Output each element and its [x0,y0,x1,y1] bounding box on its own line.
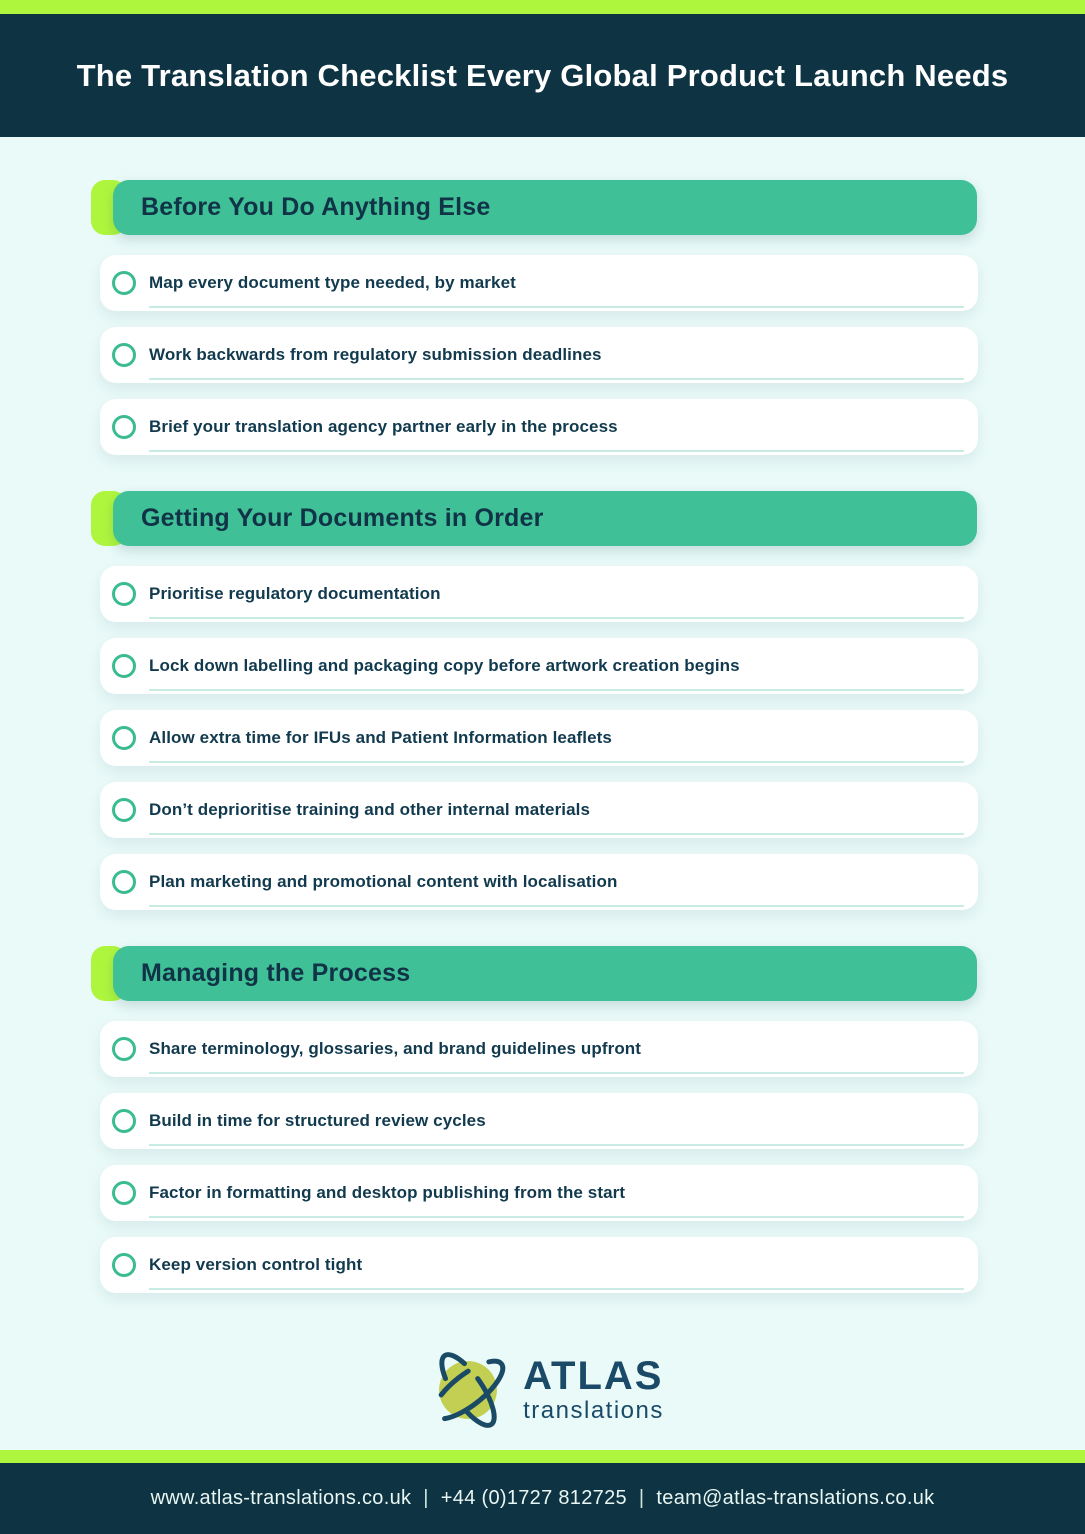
checklist-item [100,710,978,766]
checkbox-icon[interactable] [112,415,136,439]
section-header-before-you-do-anything [113,180,977,235]
checkbox-icon[interactable] [112,1253,136,1277]
checklist-item [100,638,978,694]
checklist-item-label: Brief your translation agency partner early in the process [149,417,618,436]
checklist-item [100,1237,978,1293]
item-underline [149,1216,964,1218]
section-title: Getting Your Documents in Order [141,504,544,532]
checkbox-icon[interactable] [112,726,136,750]
section-title: Managing the Process [141,959,411,987]
section-header-bar [113,946,977,1001]
checkbox-icon[interactable] [112,343,136,367]
logo-text [523,1353,664,1425]
item-underline [149,450,964,452]
checklist-item [100,255,978,311]
checklist-item [100,1021,978,1077]
checkbox-icon[interactable] [112,1181,136,1205]
page-title: The Translation Checklist Every Global Product Launch Needs [76,57,1009,93]
checkbox-icon[interactable] [112,798,136,822]
checklist-item [100,854,978,910]
checklist-item [100,566,978,622]
footer-website-link[interactable]: www.atlas-translations.co.uk [150,1487,412,1509]
footer-separator: | [423,1487,429,1509]
checkbox-icon[interactable] [112,1037,136,1061]
logo-subtext: translations [523,1396,664,1424]
section-header-bar [113,180,977,235]
item-underline [149,905,964,907]
checklist-item-label: Don’t deprioritise training and other internal materials [149,800,591,819]
checklist-item-label: Work backwards from regulatory submission deadlines [149,345,602,364]
checklist-item-label: Map every document type needed, by market [149,273,516,292]
item-underline [149,1144,964,1146]
checkbox-icon[interactable] [112,582,136,606]
checklist-item-label: Share terminology, glossaries, and brand guidelines upfront [149,1039,642,1058]
item-underline [149,689,964,691]
checklist-item-label: Factor in formatting and desktop publishing from the start [149,1183,626,1202]
footer-separator: | [638,1487,645,1509]
item-underline [149,617,964,619]
section-header-managing-the-process [113,946,977,1001]
checklist-item-label: Plan marketing and promotional content with localisation [149,872,618,891]
footer-email-link[interactable]: team@atlas-translations.co.uk [656,1487,935,1509]
checklist-item-label: Lock down labelling and packaging copy before artwork creation begins [149,656,740,675]
logo-wordmark: ATLAS [523,1353,664,1398]
section-header-bar [113,491,977,546]
item-underline [149,1288,964,1290]
checklist-item-label: Keep version control tight [149,1255,363,1274]
header-banner [0,14,1085,137]
checkbox-icon[interactable] [112,271,136,295]
section-header-getting-documents-in-order [113,491,977,546]
item-underline [149,833,964,835]
checklist-content [100,180,978,1329]
atlas-logo [0,1340,1085,1440]
top-accent-strip [0,0,1085,14]
item-underline [149,761,964,763]
checklist-item [100,1093,978,1149]
checklist-item [100,327,978,383]
item-underline [149,1072,964,1074]
checklist-item [100,782,978,838]
checkbox-icon[interactable] [112,870,136,894]
checklist-item-label: Allow extra time for IFUs and Patient Information leaflets [149,728,612,747]
section-title: Before You Do Anything Else [141,193,491,221]
item-underline [149,306,964,308]
checklist-item [100,399,978,455]
checkbox-icon[interactable] [112,1109,136,1133]
footer-bar [0,1463,1085,1534]
checklist-item-label: Prioritise regulatory documentation [149,584,441,603]
footer-phone[interactable]: +44 (0)1727 812725 [440,1487,627,1509]
checklist-item-label: Build in time for structured review cycles [149,1111,486,1130]
checkbox-icon[interactable] [112,654,136,678]
checklist-item [100,1165,978,1221]
item-underline [149,378,964,380]
footer-accent-strip [0,1450,1085,1463]
atlas-globe-icon [421,1348,515,1432]
